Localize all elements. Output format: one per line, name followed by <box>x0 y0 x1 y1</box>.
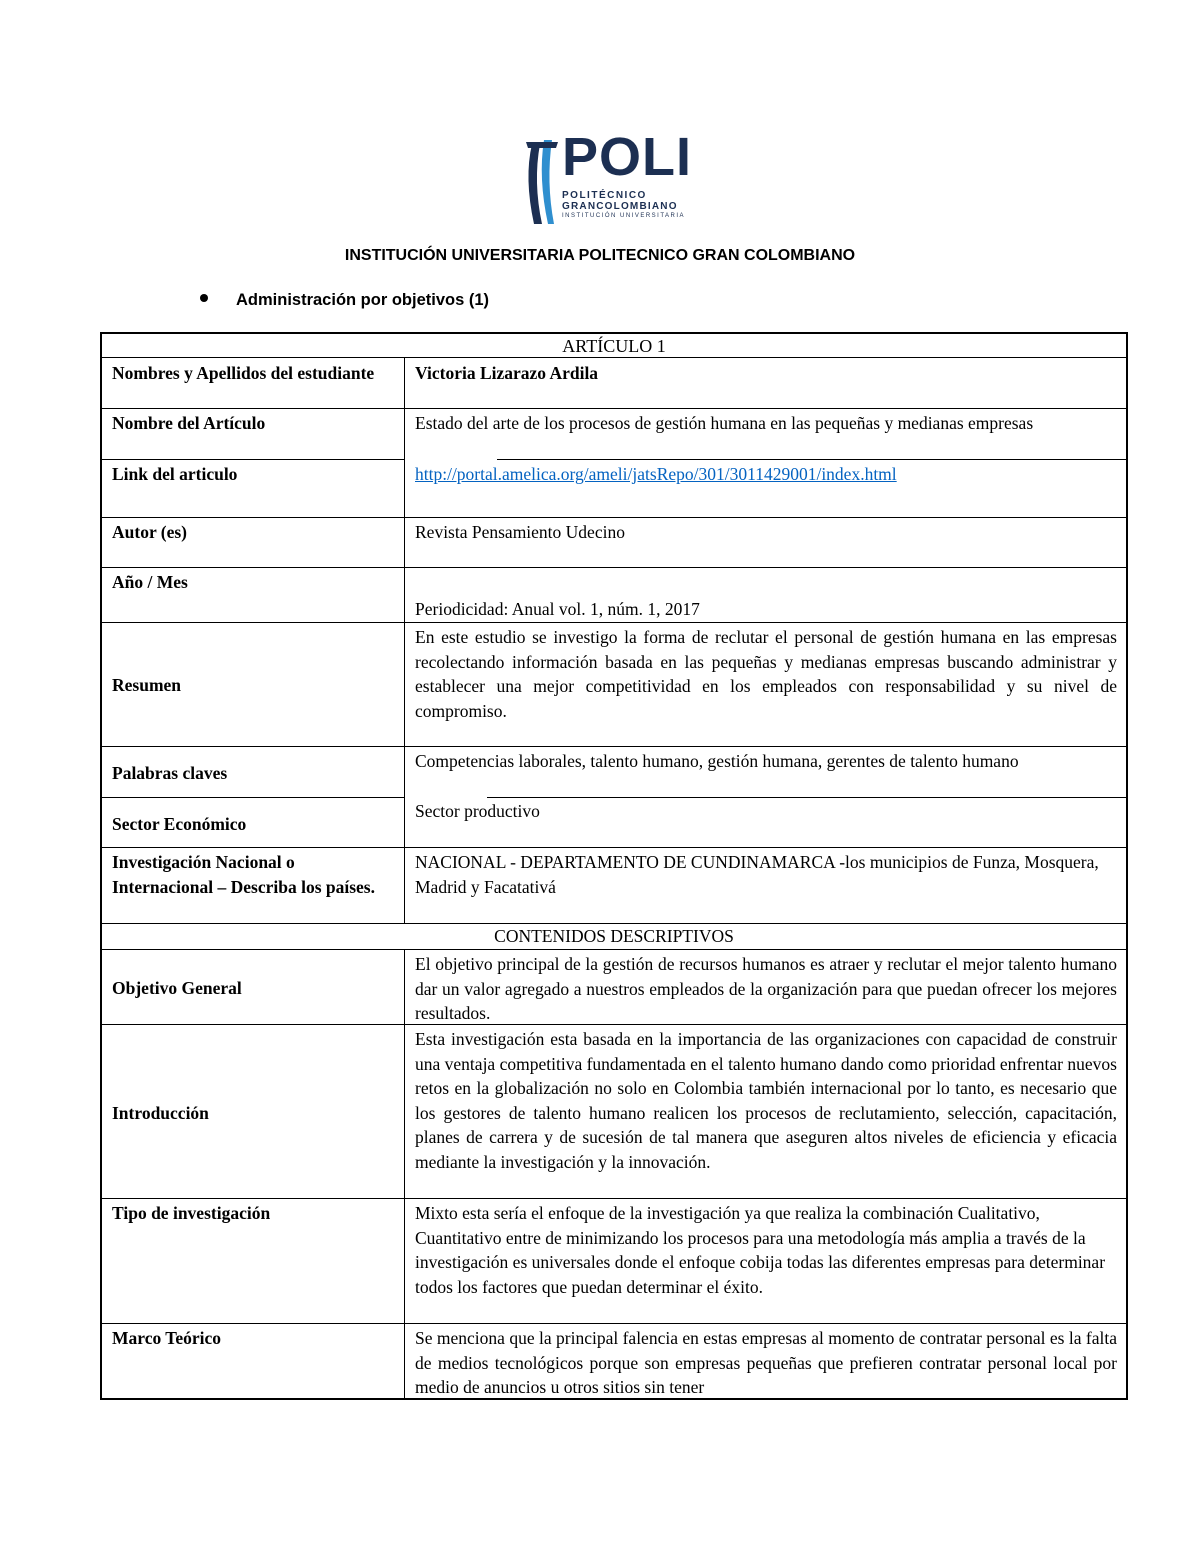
article-link[interactable]: http://portal.amelica.org/ameli/jatsRepo/301/3011429001/index.html <box>415 464 897 484</box>
label-research: Investigación Nacional o Internacional – Describa los países. <box>112 852 375 897</box>
value-research: NACIONAL - DEPARTAMENTO DE CUNDINAMARCA -los municipios de Funza, Mosquera, Madrid y Facatativá <box>415 852 1099 897</box>
value-author: Revista Pensamiento Udecino <box>415 522 625 542</box>
bullet-text: Administración por objetivos (1) <box>236 291 490 309</box>
value-year: Periodicidad: Anual vol. 1, núm. 1, 2017 <box>415 599 700 619</box>
value-sector: Sector productivo <box>415 801 540 821</box>
poli-logo <box>520 127 693 230</box>
logo-wordmark: POLI <box>562 127 693 187</box>
table-title: ARTÍCULO 1 <box>562 336 666 356</box>
label-student: Nombres y Apellidos del estudiante <box>112 363 375 383</box>
institution-title: INSTITUCIÓN UNIVERSITARIA POLITECNICO GRAN COLOMBIANO <box>344 247 856 264</box>
value-article-name: Estado del arte de los procesos de gestión humana en las pequeñas y medianas empresas <box>415 413 1034 433</box>
logo-line-2: GRANCOLOMBIANO <box>562 201 678 212</box>
label-summary: Resumen <box>112 675 182 695</box>
value-intro: Esta investigación esta basada en la importancia de las organizaciones con capacidad de construir una ventaja competitiva fundamentada en el talento humano dando como prioridad enfrentar nuevos retos en la globalización no solo en Colombia también internacional por lo tanto, es necesario que los gestores de talento humano realicen los procesos de reclutamiento, selección, capacitación, planes de carrera y de sucesión de tal manera que aseguren altos niveles de eficiencia y eficacia mediante la investigación y la innovación. <box>415 1029 1117 1172</box>
value-framework: Se menciona que la principal falencia en estas empresas al momento de contratar personal es la falta de medios tecnológicos porque son empresas pequeñas que prefieren contratar personal local por medio de anuncios u otros sitios sin tener <box>415 1328 1117 1397</box>
label-keywords: Palabras claves <box>112 763 228 783</box>
label-sector: Sector Económico <box>112 814 247 834</box>
bullet-item <box>200 291 489 310</box>
value-student: Victoria Lizarazo Ardila <box>415 363 599 383</box>
value-objective: El objetivo principal de la gestión de recursos humanos es atraer y reclutar el mejor talento humano dar un valor agregado a nuestros empleados de la organización para que puedan ofrecer los mejores resultados. <box>415 954 1117 1023</box>
poli-logo-mark <box>520 138 560 230</box>
label-intro: Introducción <box>112 1103 209 1123</box>
logo-line-1: POLITÉCNICO <box>562 190 647 201</box>
label-article-name: Nombre del Artículo <box>112 413 266 433</box>
value-keywords: Competencias laborales, talento humano, gestión humana, gerentes de talento humano <box>415 751 1019 771</box>
logo-line-3: INSTITUCIÓN UNIVERSITARIA <box>562 213 686 219</box>
label-author: Autor (es) <box>112 522 188 542</box>
label-objective: Objetivo General <box>112 978 242 998</box>
label-link: Link del articulo <box>112 464 238 484</box>
label-framework: Marco Teórico <box>112 1328 222 1348</box>
section-heading: CONTENIDOS DESCRIPTIVOS <box>494 926 734 946</box>
value-type: Mixto esta sería el enfoque de la investigación ya que realiza la combinación Cualitativo, Cuantitativo entre de minimizando los procesos para una metodología más amplia a través de la investigación es universales donde el enfoque cobija todas las diferentes empresas para determinar todos los factores que puedan determinar el éxito. <box>415 1203 1106 1297</box>
value-summary: En este estudio se investigo la forma de reclutar el personal de gestión humana en las empresas recolectando información basada en las pequeñas y medianas empresas buscando administrar y establecer una mejor competitividad en los empleados con responsabilidad y su nivel de compromiso. <box>415 627 1117 721</box>
bullet-dot <box>200 294 208 302</box>
label-type: Tipo de investigación <box>112 1203 271 1223</box>
label-year: Año / Mes <box>112 572 188 592</box>
